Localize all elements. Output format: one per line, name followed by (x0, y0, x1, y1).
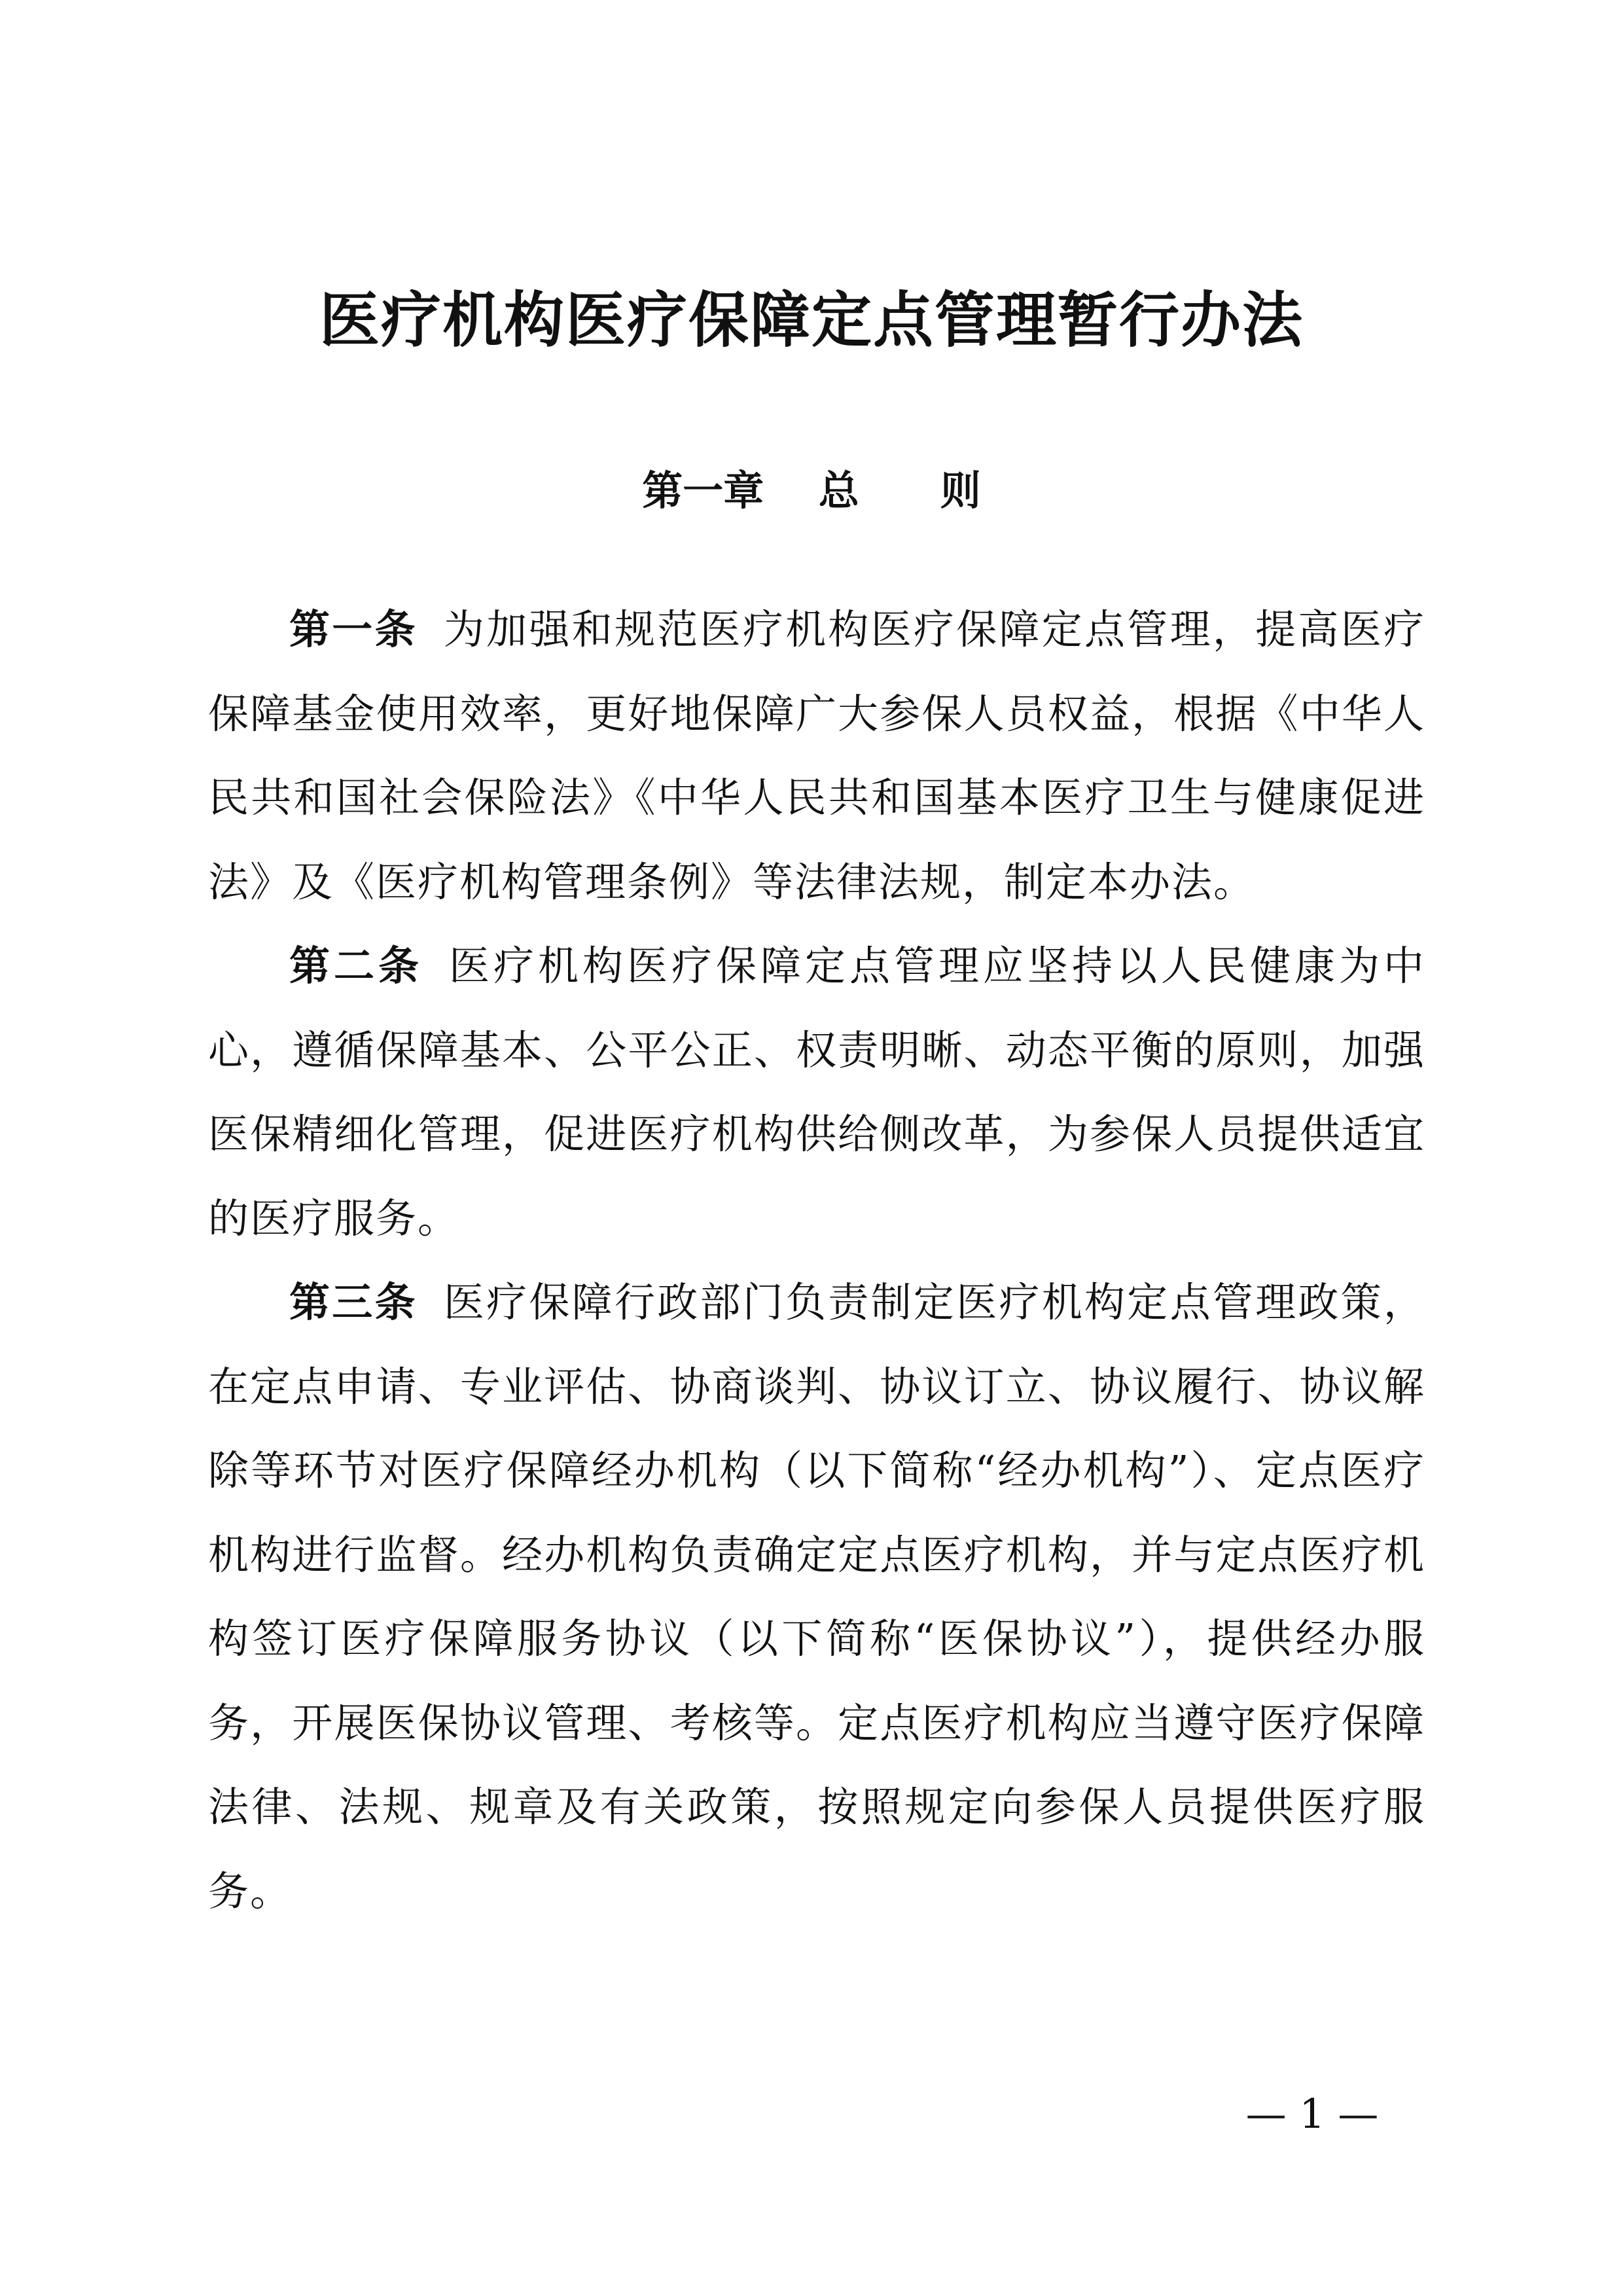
article-2 (208, 924, 1425, 1261)
article-text: 医疗机构医疗保障定点管理应坚持以人民健康为中心，遵循保障基本、公平公正、权责明晰、动态平衡的原则，加强医保精细化管理，促进医疗机构供给侧改革，为参保人员提供适宜的医疗服务。 (208, 942, 1425, 1242)
article-label: 第二条 (289, 942, 423, 990)
article-label: 第三条 (289, 1278, 418, 1326)
page-number: — 1 — (1245, 2090, 1379, 2138)
article-text: 为加强和规范医疗机构医疗保障定点管理，提高医疗保障基金使用效率，更好地保障广大参保人员权益，根据《中华人民共和国社会保险法》《中华人民共和国基本医疗卫生与健康促进法》及《医疗机构管理条例》等法律法规，制定本办法。 (208, 605, 1425, 906)
article-1 (208, 588, 1425, 924)
document-body (208, 588, 1425, 1933)
chapter-heading: 第一章 总 则 (642, 467, 981, 514)
article-3 (208, 1261, 1425, 1933)
document-title: 医疗机构医疗保障定点管理暂行办法 (319, 285, 1304, 355)
article-label: 第一条 (289, 605, 418, 653)
article-text: 医疗保障行政部门负责制定医疗机构定点管理政策，在定点申请、专业评估、协商谈判、协议订立、协议履行、协议解除等环节对医疗保障经办机构（以下简称“经办机构”）、定点医疗机构进行监督。经办机构负责确定定点医疗机构，并与定点医疗机构签订医疗保障服务协议（以下简称“医保协议”），提供经办服务，开展医保协议管理、考核等。定点医疗机构应当遵守医疗保障法律、法规、规章及有关政策，按照规定向参保人员提供医疗服务。 (208, 1278, 1425, 1915)
